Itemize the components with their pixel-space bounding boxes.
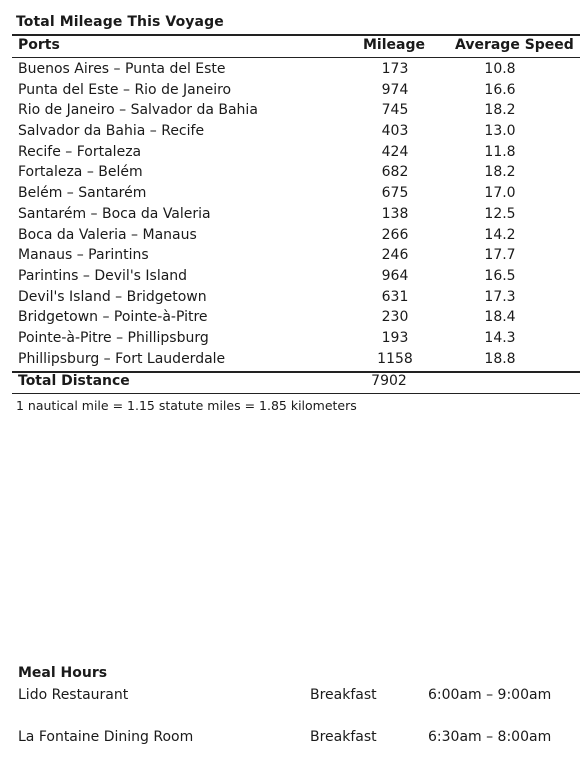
speed-cell: 14.2	[484, 226, 516, 243]
col-header-average-speed: Average Speed	[455, 37, 574, 53]
meal-time: 6:30am – 8:00am	[428, 729, 552, 745]
meal-name: Breakfast	[310, 687, 377, 703]
total-value: 7902	[371, 373, 407, 389]
mileage-cell: 266	[381, 226, 409, 243]
mileage-cell: 403	[381, 123, 409, 140]
speed-cell: 11.8	[484, 143, 516, 160]
speed-cell: 18.2	[484, 164, 516, 181]
mileage-cell: 974	[381, 81, 409, 98]
table-row	[0, 184, 587, 205]
table-row	[0, 350, 587, 371]
speed-cell: 17.0	[484, 185, 516, 202]
table-row	[0, 308, 587, 329]
table-row	[0, 226, 587, 247]
mileage-cell: 675	[381, 185, 409, 202]
route-cell: Pointe-à-Pitre – Phillipsburg	[18, 329, 209, 346]
route-cell: Rio de Janeiro – Salvador da Bahia	[18, 102, 258, 119]
total-rule-bottom	[12, 393, 580, 394]
table-row	[0, 163, 587, 184]
col-header-ports: Ports	[18, 37, 60, 53]
route-cell: Manaus – Parintins	[18, 247, 149, 264]
table-row	[0, 246, 587, 267]
meal-name: Breakfast	[310, 729, 377, 745]
mileage-cell: 424	[381, 143, 409, 160]
route-cell: Buenos Aires – Punta del Este	[18, 61, 226, 77]
speed-cell: 16.6	[484, 81, 516, 98]
speed-cell: 18.2	[484, 102, 516, 119]
table-row	[0, 288, 587, 309]
table-row	[0, 143, 587, 164]
header-rule	[12, 57, 580, 58]
meal-row	[0, 687, 587, 707]
title-rule	[12, 34, 580, 36]
mileage-cell: 745	[381, 102, 409, 119]
page-title: Total Mileage This Voyage	[16, 14, 224, 30]
mileage-cell: 230	[381, 309, 409, 326]
table-row	[0, 329, 587, 350]
mileage-cell: 631	[381, 288, 409, 305]
table-row	[0, 267, 587, 288]
mileage-cell: 193	[381, 329, 409, 346]
total-row	[0, 372, 587, 392]
meal-time: 6:00am – 9:00am	[428, 687, 552, 703]
route-cell: Devil's Island – Bridgetown	[18, 288, 207, 305]
meal-row	[0, 729, 587, 749]
speed-cell: 13.0	[484, 123, 516, 140]
speed-cell: 16.5	[484, 267, 516, 284]
mileage-cell: 1158	[377, 350, 413, 367]
speed-cell: 18.4	[484, 309, 516, 326]
conversion-note: 1 nautical mile = 1.15 statute miles = 1.85 kilometers	[16, 398, 357, 413]
mileage-cell: 964	[381, 267, 409, 284]
speed-cell: 12.5	[484, 205, 516, 222]
speed-cell: 17.3	[484, 288, 516, 305]
speed-cell: 18.8	[484, 350, 516, 367]
mileage-table	[0, 60, 587, 370]
total-label: Total Distance	[18, 373, 130, 389]
mileage-cell: 138	[381, 205, 409, 222]
meal-venue: Lido Restaurant	[18, 687, 129, 703]
col-header-mileage: Mileage	[363, 37, 425, 53]
table-row	[0, 205, 587, 226]
mileage-cell: 173	[381, 61, 409, 77]
route-cell: Belém – Santarém	[18, 185, 147, 202]
mileage-cell: 246	[381, 247, 409, 264]
route-cell: Bridgetown – Pointe-à-Pitre	[18, 309, 208, 326]
meal-venue: La Fontaine Dining Room	[18, 729, 194, 745]
speed-cell: 14.3	[484, 329, 516, 346]
speed-cell: 10.8	[484, 61, 516, 77]
route-cell: Parintins – Devil's Island	[18, 267, 188, 284]
table-row	[0, 122, 587, 143]
route-cell: Salvador da Bahia – Recife	[18, 123, 205, 140]
speed-cell: 17.7	[484, 247, 516, 264]
route-cell: Phillipsburg – Fort Lauderdale	[18, 350, 226, 367]
route-cell: Recife – Fortaleza	[18, 143, 142, 160]
table-row	[0, 101, 587, 122]
meal-hours-title: Meal Hours	[18, 665, 108, 681]
route-cell: Punta del Este – Rio de Janeiro	[18, 81, 232, 98]
table-row	[0, 60, 587, 81]
route-cell: Boca da Valeria – Manaus	[18, 226, 197, 243]
table-row	[0, 81, 587, 102]
route-cell: Fortaleza – Belém	[18, 164, 143, 181]
route-cell: Santarém – Boca da Valeria	[18, 205, 211, 222]
mileage-cell: 682	[381, 164, 409, 181]
